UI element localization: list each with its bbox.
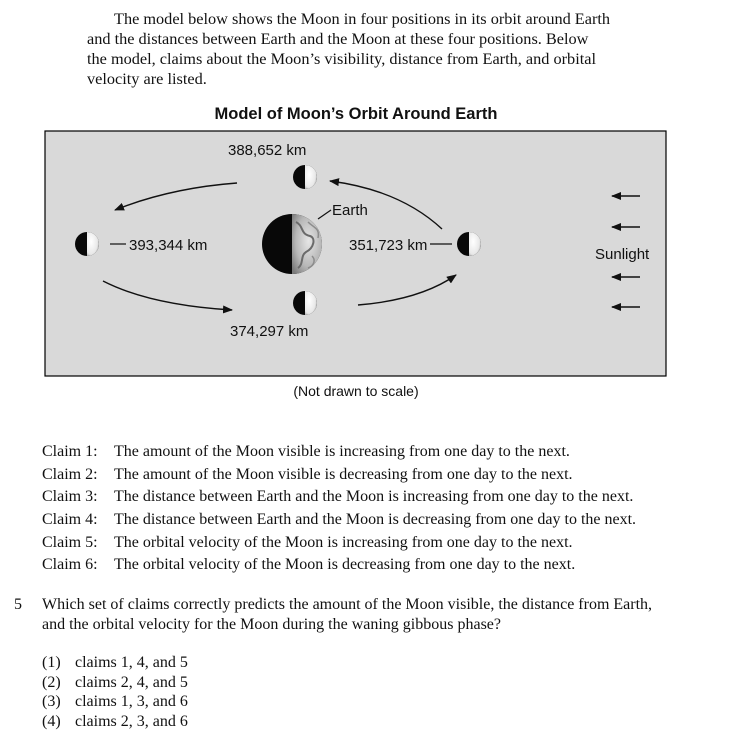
- claim-id: Claim 5:: [42, 533, 98, 551]
- distance-bottom-label: 374,297 km: [230, 323, 309, 340]
- sunlight-label: Sunlight: [595, 246, 650, 263]
- claim-id: Claim 4:: [42, 511, 98, 529]
- earth-label: Earth: [332, 202, 368, 219]
- intro-line: The model below shows the Moon in four positions in its orbit around Earth: [114, 9, 611, 28]
- option-number: (3): [42, 693, 61, 711]
- claims-list: [42, 441, 636, 577]
- answer-option[interactable]: [42, 653, 188, 673]
- option-text: claims 1, 3, and 6: [75, 693, 188, 711]
- moon-bottom: [293, 291, 317, 315]
- list-item: [42, 509, 636, 532]
- question-line: and the orbital velocity for the Moon during the waning gibbous phase?: [42, 615, 502, 633]
- claim-id: Claim 6:: [42, 556, 98, 574]
- claim-id: Claim 1:: [42, 443, 98, 460]
- list-item: [42, 486, 636, 509]
- earth: [262, 214, 322, 274]
- list-item: [42, 441, 636, 464]
- answer-option[interactable]: [42, 712, 188, 732]
- option-number: (4): [42, 712, 61, 730]
- answer-option[interactable]: [42, 673, 188, 693]
- distance-right-label: 351,723 km: [349, 237, 428, 254]
- option-text: claims 2, 3, and 6: [75, 712, 188, 730]
- question-line: Which set of claims correctly predicts the amount of the Moon visible, the distance from Earth,: [42, 596, 653, 613]
- figure-title: Model of Moon’s Orbit Around Earth: [214, 105, 498, 123]
- option-text: claims 1, 4, and 5: [75, 654, 188, 671]
- option-number: (2): [42, 673, 61, 691]
- option-number: (1): [42, 654, 61, 671]
- question-number: 5: [14, 596, 22, 613]
- distance-left-label: 393,344 km: [129, 237, 208, 254]
- list-item: [42, 464, 636, 487]
- claim-text: The distance between Earth and the Moon is increasing from one day to the next.: [114, 488, 634, 506]
- claim-text: The distance between Earth and the Moon is decreasing from one day to the next.: [114, 511, 637, 529]
- list-item: [42, 532, 636, 555]
- option-text: claims 2, 4, and 5: [75, 673, 188, 691]
- distance-top-label: 388,652 km: [228, 142, 307, 159]
- figure-caption: (Not drawn to scale): [293, 383, 419, 399]
- question-text: [42, 595, 722, 634]
- list-item: [42, 554, 636, 577]
- intro-line: the model, claims about the Moon’s visibility, distance from Earth, and orbital: [87, 49, 596, 68]
- moon-left: [75, 232, 99, 256]
- claim-text: The amount of the Moon visible is decreasing from one day to the next.: [114, 465, 573, 483]
- claim-text: The orbital velocity of the Moon is decreasing from one day to the next.: [114, 556, 576, 574]
- intro-line: and the distances between Earth and the Moon at these four positions. Below: [87, 29, 589, 48]
- claim-id: Claim 3:: [42, 488, 98, 506]
- claim-text: The orbital velocity of the Moon is increasing from one day to the next.: [114, 533, 573, 551]
- moon-right: [457, 232, 481, 256]
- answer-option[interactable]: [42, 692, 188, 712]
- answer-options: [42, 653, 188, 731]
- claim-id: Claim 2:: [42, 465, 98, 483]
- claim-text: The amount of the Moon visible is increasing from one day to the next.: [114, 443, 570, 460]
- moon-top: [293, 165, 317, 189]
- intro-line: velocity are listed.: [87, 69, 207, 88]
